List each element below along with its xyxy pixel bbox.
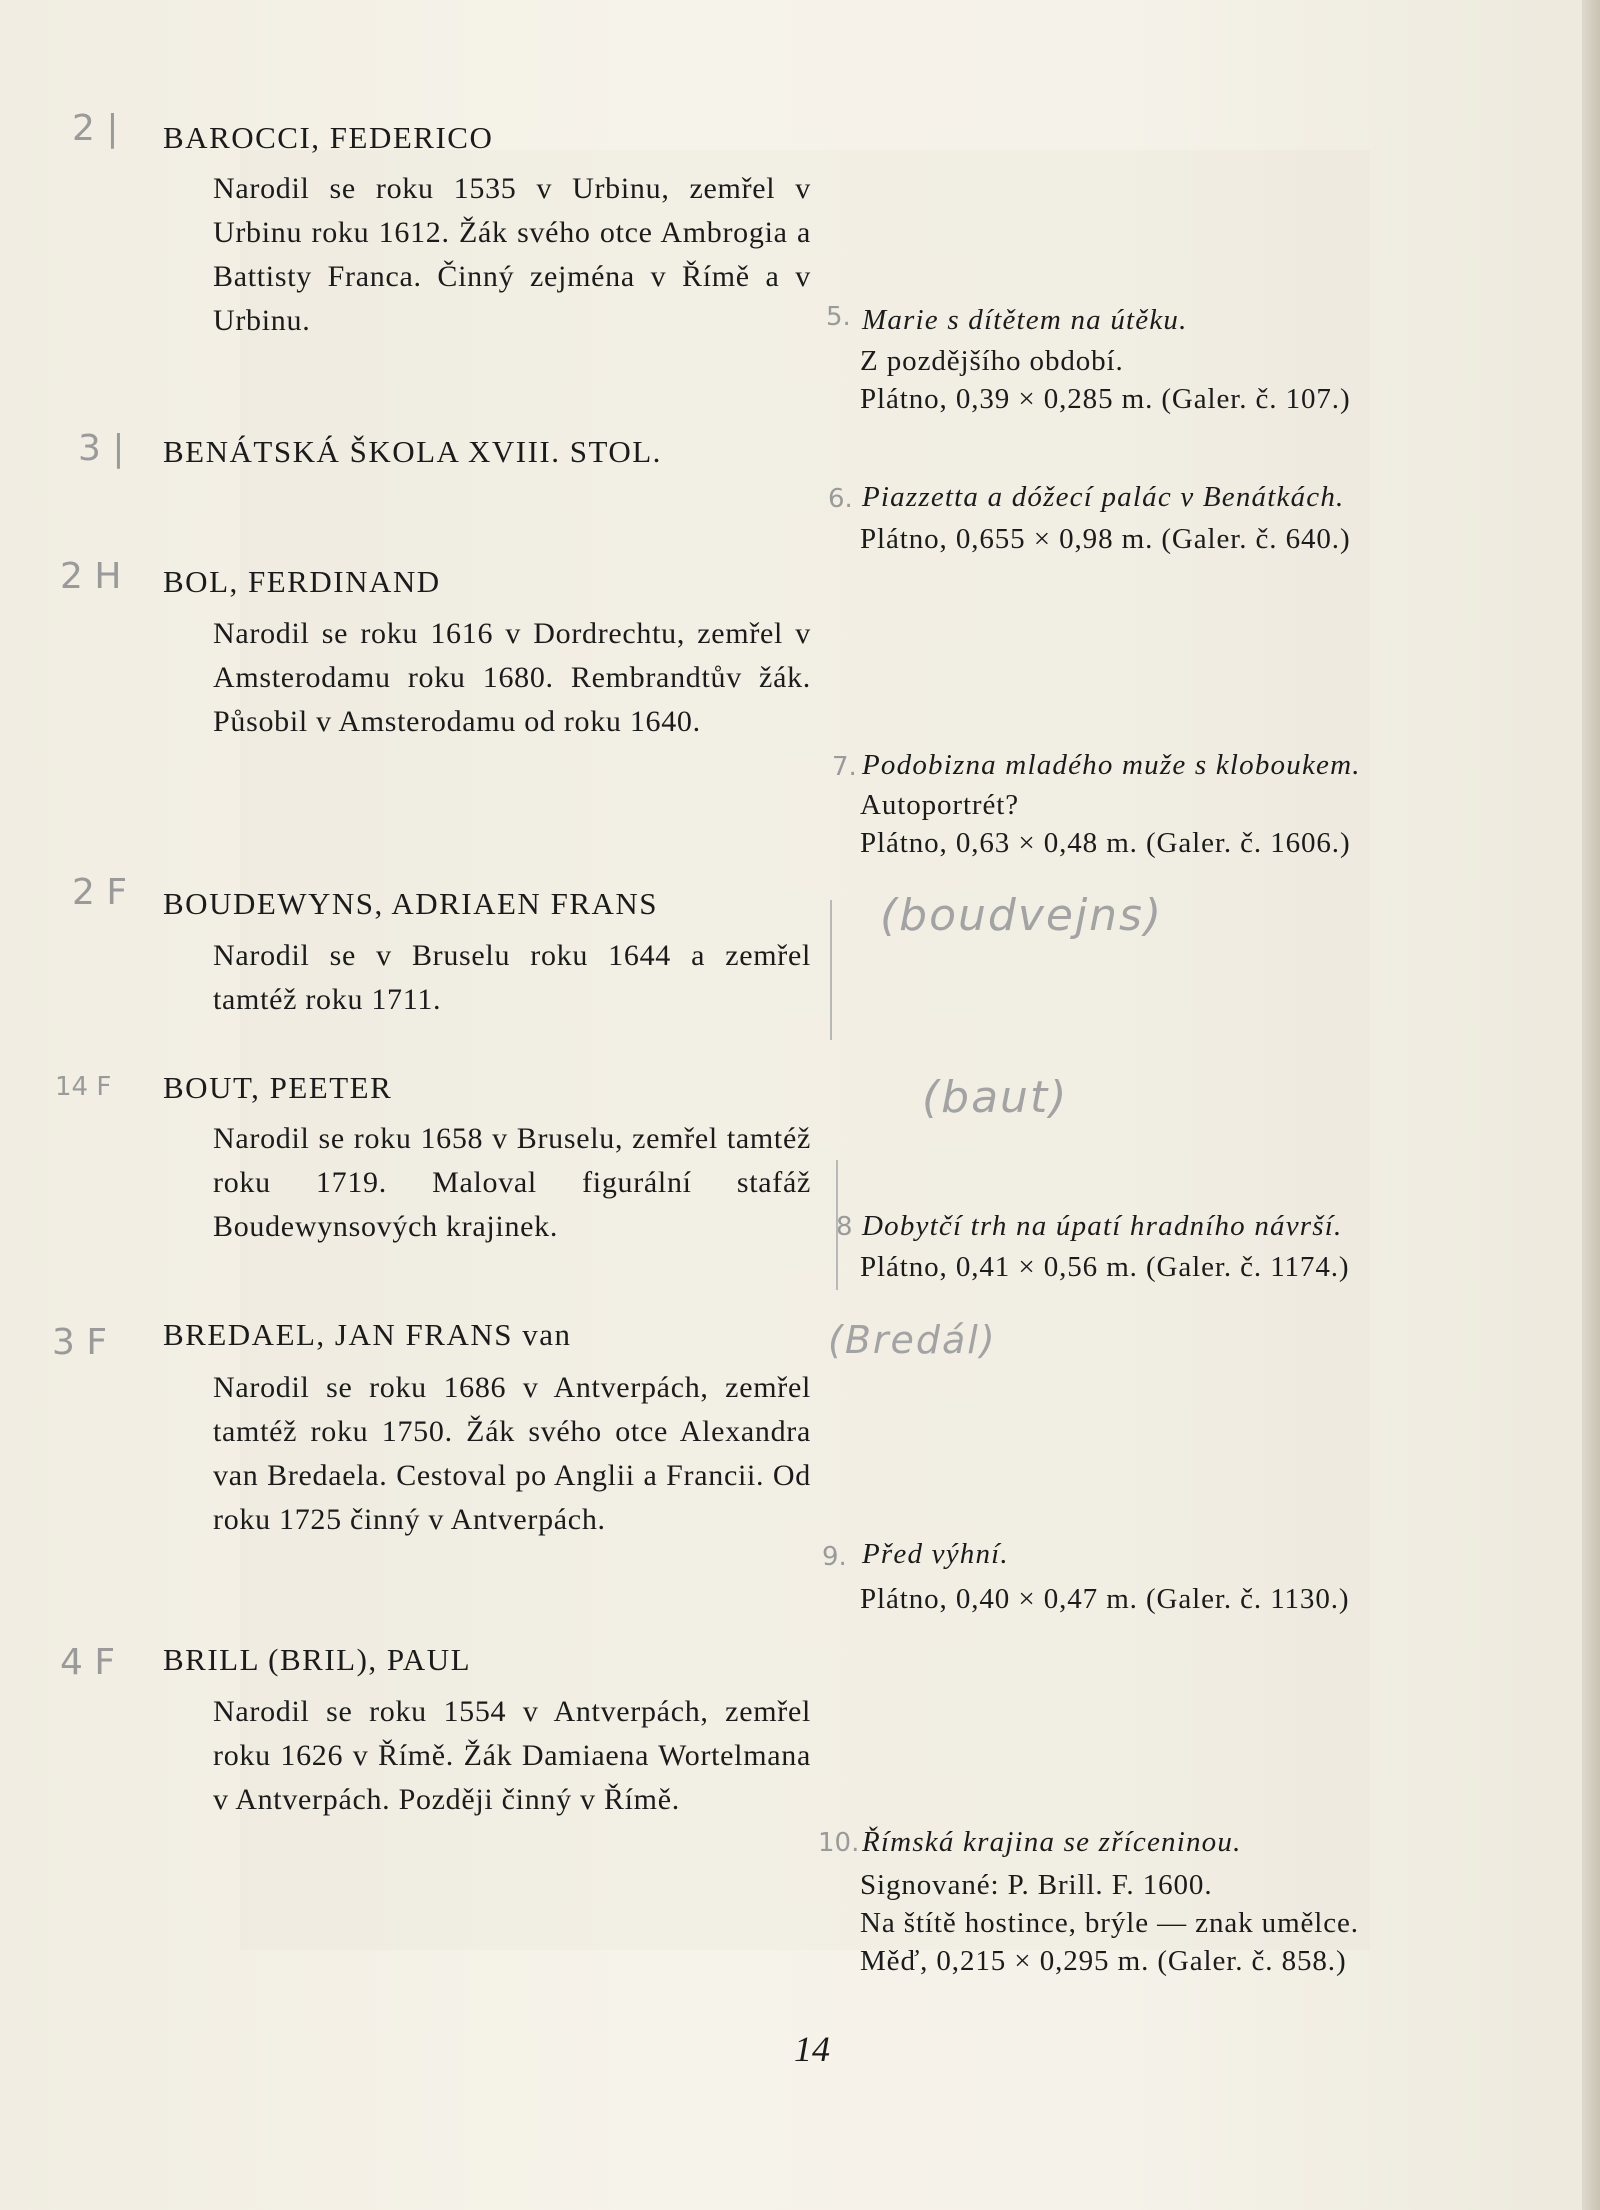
work-title: Před výhní.: [862, 1538, 1009, 1570]
work-title: Římská krajina se zříceninou.: [862, 1826, 1242, 1858]
work-detail: Plátno, 0,39 × 0,285 m. (Galer. č. 107.): [860, 383, 1351, 415]
work-title: Piazzetta a dóžecí palác v Benátkách.: [862, 481, 1345, 513]
work-number: 5.: [826, 302, 851, 332]
work-detail: Plátno, 0,63 × 0,48 m. (Galer. č. 1606.): [860, 827, 1351, 859]
pencil-bracket: [836, 1160, 838, 1290]
artist-name: BOUDEWYNS, ADRIAEN FRANS: [163, 886, 659, 921]
page-edge: [1582, 0, 1600, 2210]
work-title: Podobizna mladého muže s kloboukem.: [862, 749, 1361, 781]
artist-bio: Narodil se roku 1554 v Antverpách, zemřel roku 1626 v Římě. Žák Damiaena Wortelmana v Antverpách. Později činný v Římě.: [213, 1695, 811, 1816]
artist-bio: Narodil se roku 1686 v Antverpách, zemřel tamtéž roku 1750. Žák svého otce Alexandra van Bredaela. Cestoval po Anglii a Francii. Od roku 1725 činný v Antverpách.: [213, 1371, 811, 1536]
work-number: 8: [836, 1212, 853, 1242]
pencil-mark: 2 H: [60, 556, 122, 597]
artist-bio: Narodil se roku 1535 v Urbinu, zemřel v Urbinu roku 1612. Žák svého otce Ambrogia a Battisty Franca. Činný zejména v Římě a v Urbinu.: [213, 172, 811, 337]
work-detail: Plátno, 0,40 × 0,47 m. (Galer. č. 1130.): [860, 1583, 1350, 1615]
work-detail: Plátno, 0,41 × 0,56 m. (Galer. č. 1174.): [860, 1251, 1350, 1283]
work-detail: Na štítě hostince, brýle — znak umělce.: [860, 1907, 1359, 1939]
artist-name: BENÁTSKÁ ŠKOLA XVIII. STOL.: [163, 434, 662, 469]
work-detail: Měď, 0,215 × 0,295 m. (Galer. č. 858.): [860, 1945, 1347, 1977]
work-detail: Autoportrét?: [860, 789, 1019, 821]
artist-bio: Narodil se roku 1616 v Dordrechtu, zemřel v Amsterodamu roku 1680. Rembrandtův žák. Působil v Amsterodamu od roku 1640.: [213, 617, 811, 738]
paper-show-through: [240, 150, 1370, 1950]
artist-bio: Narodil se roku 1658 v Bruselu, zemřel tamtéž roku 1719. Maloval figurální stafáž Boudewynsových krajinek.: [213, 1122, 811, 1243]
artist-name: BRILL (BRIL), PAUL: [163, 1642, 472, 1677]
work-detail: Z pozdějšího období.: [860, 345, 1124, 377]
work-detail: Signované: P. Brill. F. 1600.: [860, 1869, 1213, 1901]
work-number: 10.: [818, 1828, 860, 1858]
work-title: Dobytčí trh na úpatí hradního návrší.: [862, 1210, 1343, 1242]
work-number: 9.: [822, 1542, 847, 1572]
work-title: Marie s dítětem na útěku.: [862, 304, 1188, 336]
pencil-mark: 3 |: [78, 428, 125, 469]
pencil-mark: 4 F: [60, 1642, 116, 1683]
pencil-bracket: [830, 900, 832, 1040]
pencil-mark: 3 F: [52, 1322, 108, 1363]
work-number: 7.: [832, 752, 857, 782]
artist-name: BOL, FERDINAND: [163, 564, 441, 599]
pencil-mark: 2 |: [72, 108, 119, 149]
pencil-mark: 2 F: [72, 872, 128, 913]
artist-bio: Narodil se v Bruselu roku 1644 a zemřel tamtéž roku 1711.: [213, 939, 811, 1016]
page-number: 14: [794, 2029, 830, 2069]
handwritten-note: (baut): [922, 1072, 1069, 1123]
artist-name: BOUT, PEETER: [163, 1070, 393, 1105]
artist-name: BAROCCI, FEDERICO: [163, 120, 494, 155]
handwritten-note: (boudvejns): [880, 890, 1164, 941]
artist-name: BREDAEL, JAN FRANS van: [163, 1317, 572, 1352]
handwritten-note: (Bredál): [828, 1318, 997, 1362]
work-detail: Plátno, 0,655 × 0,98 m. (Galer. č. 640.): [860, 523, 1351, 555]
pencil-mark: 14 F: [55, 1072, 112, 1102]
work-number: 6.: [828, 484, 853, 514]
